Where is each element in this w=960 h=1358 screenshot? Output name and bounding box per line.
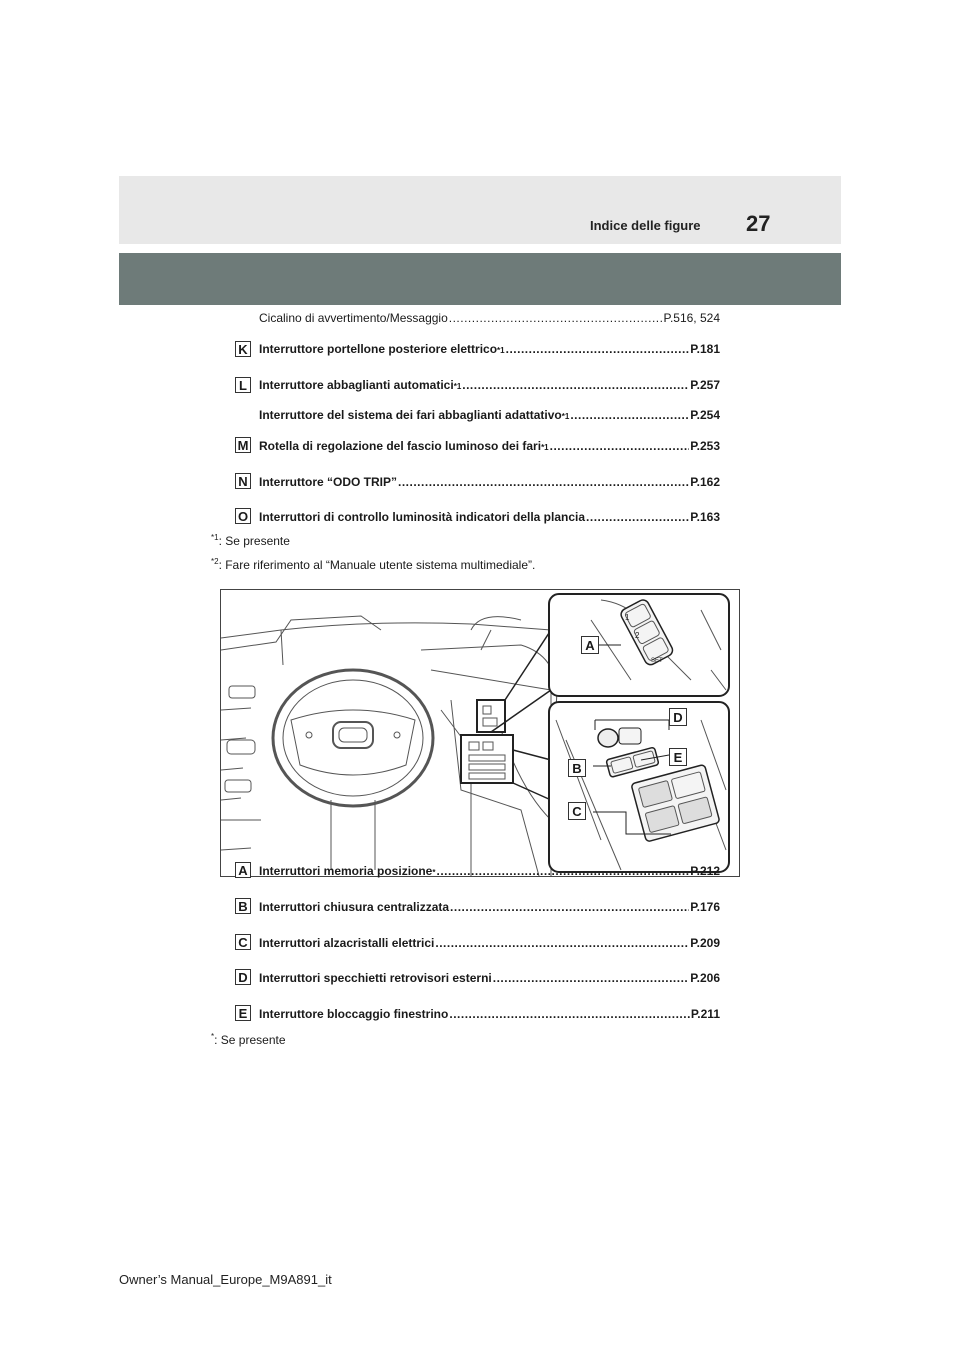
- entry-page-ref[interactable]: P.516, 524: [663, 311, 720, 325]
- footnote: [211, 557, 535, 572]
- footnote-mark: *2: [211, 557, 219, 566]
- entry-page-ref[interactable]: P.162: [690, 475, 720, 489]
- index-entry[interactable]: [259, 311, 720, 325]
- callout-label-a: A: [235, 862, 251, 878]
- index-entry[interactable]: Interruttore portellone posteriore elettrico *1 ..... P.181: [259, 342, 720, 356]
- entry-text: Interruttori memoria posizione: [259, 864, 433, 878]
- footnote-text: : Se presente: [218, 534, 290, 548]
- memory-switch-set-label: SET: [651, 658, 663, 664]
- entry-page-ref[interactable]: P.206: [690, 971, 720, 985]
- entry-text: Interruttore abbaglianti automatici: [259, 378, 454, 392]
- index-entry[interactable]: [259, 900, 720, 914]
- footnote-text: : Fare riferimento al “Manuale utente sistema multimediale”.: [218, 558, 536, 572]
- index-entry[interactable]: Interruttori memoria posizione * ..... P.212: [259, 864, 720, 878]
- index-entry[interactable]: [259, 510, 720, 524]
- entry-text: Rotella di regolazione del fascio luminoso dei fari: [259, 439, 542, 453]
- entry-page-ref[interactable]: P.212: [690, 864, 720, 878]
- callout-label-k: K: [235, 341, 251, 357]
- footnote-mark: *1: [211, 533, 219, 542]
- entry-text: Interruttore “ODO TRIP”: [259, 475, 398, 489]
- dashboard-drawing: [221, 590, 739, 876]
- entry-text: Interruttore portellone posteriore elettrico: [259, 342, 498, 356]
- entry-text: Interruttori alzacristalli elettrici: [259, 936, 435, 950]
- callout-c: C: [568, 802, 586, 820]
- entry-text: Interruttori chiusura centralizzata: [259, 900, 450, 914]
- index-entry[interactable]: [259, 1007, 720, 1021]
- dashboard-illustration: [220, 589, 740, 877]
- index-entry[interactable]: [259, 475, 720, 489]
- callout-label-m: M: [235, 437, 251, 453]
- header-band: [119, 176, 841, 244]
- footer-text: Owner’s Manual_Europe_M9A891_it: [119, 1272, 332, 1287]
- entry-page-ref[interactable]: P.163: [690, 510, 720, 524]
- callout-a: A: [581, 636, 599, 654]
- entry-page-ref[interactable]: P.257: [690, 378, 720, 392]
- index-entry[interactable]: Rotella di regolazione del fascio luminoso dei fari *1 ..... P.253: [259, 439, 720, 453]
- index-entry[interactable]: Interruttore del sistema dei fari abbaglianti adattativo *1 ..... P.254: [259, 408, 720, 422]
- index-entry[interactable]: [259, 971, 720, 985]
- memory-switch-1-label: 1: [625, 613, 630, 622]
- footnote: [211, 533, 290, 548]
- footnote-text: : Se presente: [214, 1033, 286, 1047]
- footnote-mark: *: [211, 1032, 215, 1041]
- callout-b: B: [568, 759, 586, 777]
- callout-label-l: L: [235, 377, 251, 393]
- callout-label-d: D: [235, 969, 251, 985]
- callout-label-n: N: [235, 473, 251, 489]
- entry-page-ref[interactable]: P.209: [690, 936, 720, 950]
- entry-page-ref[interactable]: P.211: [690, 1007, 720, 1021]
- index-entry[interactable]: [259, 936, 720, 950]
- section-title: Indice delle figure: [590, 218, 701, 233]
- callout-label-o: O: [235, 508, 251, 524]
- entry-page-ref[interactable]: P.176: [690, 900, 720, 914]
- entry-text: Interruttore del sistema dei fari abbaglianti adattativo: [259, 408, 562, 422]
- index-entry[interactable]: Interruttore abbaglianti automatici *1 ..... P.257: [259, 378, 720, 392]
- entry-page-ref[interactable]: P.254: [690, 408, 720, 422]
- callout-d: D: [669, 708, 687, 726]
- entry-text: Interruttore bloccaggio finestrino: [259, 1007, 449, 1021]
- callout-label-e: E: [235, 1005, 251, 1021]
- callout-label-b: B: [235, 898, 251, 914]
- entry-page-ref[interactable]: P.181: [690, 342, 720, 356]
- header-bar: [119, 253, 841, 305]
- entry-text: Cicalino di avvertimento/Messaggio: [259, 311, 448, 325]
- page-number: 27: [746, 211, 771, 236]
- callout-label-c: C: [235, 934, 251, 950]
- entry-text: Interruttori di controllo luminosità indicatori della plancia: [259, 510, 586, 524]
- callout-e: E: [669, 748, 687, 766]
- footnote: [211, 1032, 286, 1047]
- entry-text: Interruttori specchietti retrovisori esterni: [259, 971, 492, 985]
- memory-switch-2-label: 2: [635, 631, 640, 640]
- entry-page-ref[interactable]: P.253: [690, 439, 720, 453]
